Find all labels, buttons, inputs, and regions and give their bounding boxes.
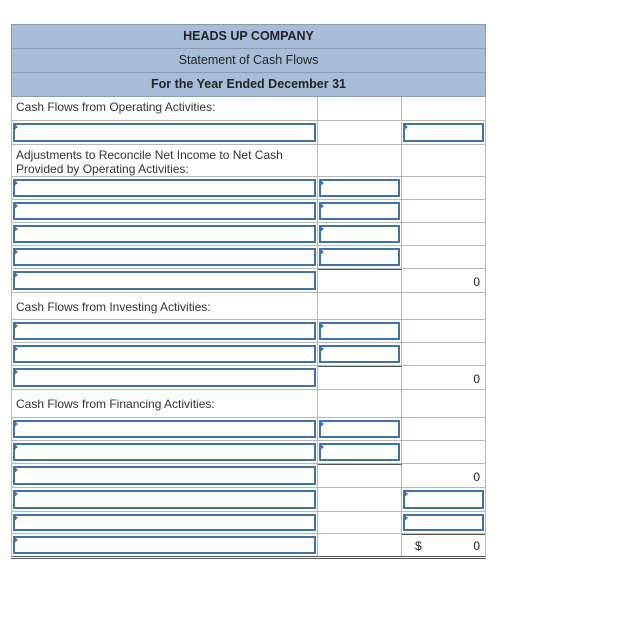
- adjustment-amount-input[interactable]: [319, 202, 400, 220]
- net-change-amount-input[interactable]: [403, 490, 484, 509]
- adjustment-description-input[interactable]: [13, 248, 316, 266]
- adjustment-amount-input[interactable]: [319, 248, 400, 266]
- net-change-row: [11, 488, 486, 512]
- beginning-cash-row: [11, 512, 486, 534]
- financing-amount-input[interactable]: [319, 420, 400, 438]
- operating-total-value: 0: [473, 275, 480, 289]
- adjustments-header-row: [11, 145, 486, 177]
- investing-amount-input[interactable]: [319, 345, 400, 363]
- adjustment-row: [11, 223, 486, 246]
- operating-label: Cash Flows from Operating Activities:: [16, 100, 216, 114]
- adjustment-description-input[interactable]: [13, 202, 316, 220]
- company-name: HEADS UP COMPANY: [11, 24, 486, 48]
- ending-cash-row: [11, 534, 486, 559]
- investing-description-input[interactable]: [13, 322, 316, 340]
- investing-total-description-input[interactable]: [13, 368, 316, 387]
- ending-cash-value: 0: [473, 539, 480, 553]
- financing-row: [11, 441, 486, 464]
- investing-description-input[interactable]: [13, 345, 316, 363]
- investing-total-value: 0: [473, 372, 480, 386]
- investing-row: [11, 320, 486, 343]
- adjustment-row: [11, 177, 486, 200]
- net-change-description-input[interactable]: [13, 490, 316, 509]
- investing-total-row: [11, 366, 486, 390]
- operating-total-row: [11, 269, 486, 293]
- financing-total-value: 0: [473, 470, 480, 484]
- adjustment-row: [11, 246, 486, 269]
- adjustment-description-input[interactable]: [13, 225, 316, 243]
- financing-row: [11, 418, 486, 441]
- beginning-cash-amount-input[interactable]: [403, 514, 484, 531]
- net-income-amount-input[interactable]: [403, 123, 484, 142]
- financing-total-description-input[interactable]: [13, 466, 316, 485]
- adjustment-description-input[interactable]: [13, 179, 316, 197]
- investing-amount-input[interactable]: [319, 322, 400, 340]
- investing-header-row: [11, 293, 486, 320]
- investing-label: Cash Flows from Investing Activities:: [16, 300, 211, 314]
- operating-total-description-input[interactable]: [13, 271, 316, 290]
- ending-currency-symbol: $: [415, 539, 422, 553]
- net-income-row: [11, 121, 486, 145]
- financing-total-row: [11, 464, 486, 488]
- net-income-description-input[interactable]: [13, 123, 316, 142]
- operating-header-row: [11, 97, 486, 121]
- financing-description-input[interactable]: [13, 420, 316, 438]
- financing-label: Cash Flows from Financing Activities:: [16, 397, 215, 411]
- ending-cash-description-input[interactable]: [13, 536, 316, 554]
- beginning-cash-description-input[interactable]: [13, 514, 316, 531]
- adjustment-amount-input[interactable]: [319, 225, 400, 243]
- cash-flow-worksheet: [11, 24, 486, 559]
- adjustment-amount-input[interactable]: [319, 179, 400, 197]
- statement-period: For the Year Ended December 31: [11, 72, 486, 97]
- financing-description-input[interactable]: [13, 443, 316, 461]
- adjustments-label: Adjustments to Reconcile Net Income to Net Cash Provided by Operating Activities:: [16, 148, 283, 176]
- financing-amount-input[interactable]: [319, 443, 400, 461]
- statement-title: Statement of Cash Flows: [11, 48, 486, 72]
- adjustment-row: [11, 200, 486, 223]
- financing-header-row: [11, 390, 486, 418]
- investing-row: [11, 343, 486, 366]
